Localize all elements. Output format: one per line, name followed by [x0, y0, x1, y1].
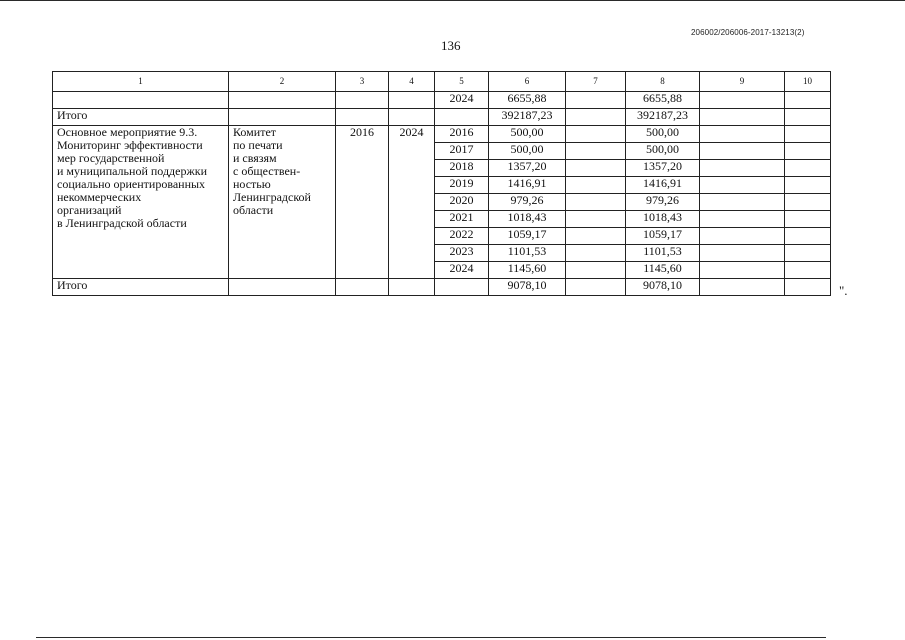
col-number-10: 10: [785, 72, 831, 92]
scan-edge-bottom: [36, 637, 826, 638]
amount-cell: 500,00: [489, 126, 566, 143]
amount-cell: 1101,53: [489, 245, 566, 262]
start-year: 2016: [336, 126, 389, 279]
amount-cell: 979,26: [626, 194, 700, 211]
measure-executor: Комитет по печати и связям с обществен- ностью Ленинградской области: [229, 126, 336, 279]
total-label: Итого: [53, 279, 229, 296]
amount-cell: 1416,91: [489, 177, 566, 194]
amount-cell: 1357,20: [489, 160, 566, 177]
amount-cell: 500,00: [626, 143, 700, 160]
col-number-5: 5: [435, 72, 489, 92]
amount-cell: 500,00: [489, 143, 566, 160]
amount-cell: 1145,60: [626, 262, 700, 279]
year-cell: 2019: [435, 177, 489, 194]
total-row: [53, 279, 831, 296]
amount-cell: 6655,88: [489, 92, 566, 109]
total-row: [53, 109, 831, 126]
year-cell: 2024: [435, 92, 489, 109]
measure-name: Основное мероприятие 9.3. Мониторинг эффективности мер государственной и муниципальной поддержки социально ориентированных некоммерческих организаций в Ленинградской области: [53, 126, 229, 279]
document-id: 206002/206006-2017-13213(2): [691, 28, 805, 37]
col-number-2: 2: [229, 72, 336, 92]
amount-cell: 1101,53: [626, 245, 700, 262]
column-number-row: [53, 72, 831, 92]
col-number-4: 4: [389, 72, 435, 92]
amount-cell: 979,26: [489, 194, 566, 211]
amount-cell: 1357,20: [626, 160, 700, 177]
total-amount: 9078,10: [626, 279, 700, 296]
total-amount: 9078,10: [489, 279, 566, 296]
closing-quote-mark: ".: [839, 283, 848, 298]
col-number-3: 3: [336, 72, 389, 92]
amount-cell: 6655,88: [626, 92, 700, 109]
year-cell: 2018: [435, 160, 489, 177]
year-cell: 2021: [435, 211, 489, 228]
total-amount: 392187,23: [489, 109, 566, 126]
total-amount: 392187,23: [626, 109, 700, 126]
amount-cell: 1416,91: [626, 177, 700, 194]
col-number-6: 6: [489, 72, 566, 92]
total-label: Итого: [53, 109, 229, 126]
amount-cell: 500,00: [626, 126, 700, 143]
table-row: [53, 92, 831, 109]
amount-cell: 1018,43: [489, 211, 566, 228]
amount-cell: 1145,60: [489, 262, 566, 279]
col-number-9: 9: [700, 72, 785, 92]
amount-cell: 1059,17: [489, 228, 566, 245]
measure-row: [53, 126, 831, 143]
col-number-1: 1: [53, 72, 229, 92]
col-number-7: 7: [566, 72, 626, 92]
year-cell: 2017: [435, 143, 489, 160]
year-cell: 2020: [435, 194, 489, 211]
amount-cell: 1059,17: [626, 228, 700, 245]
end-year: 2024: [389, 126, 435, 279]
scan-edge-top: [0, 0, 905, 1]
amount-cell: 1018,43: [626, 211, 700, 228]
budget-table: [52, 71, 831, 296]
year-cell: 2022: [435, 228, 489, 245]
year-cell: 2023: [435, 245, 489, 262]
year-cell: 2016: [435, 126, 489, 143]
col-number-8: 8: [626, 72, 700, 92]
page-number: 136: [441, 38, 461, 53]
year-cell: 2024: [435, 262, 489, 279]
